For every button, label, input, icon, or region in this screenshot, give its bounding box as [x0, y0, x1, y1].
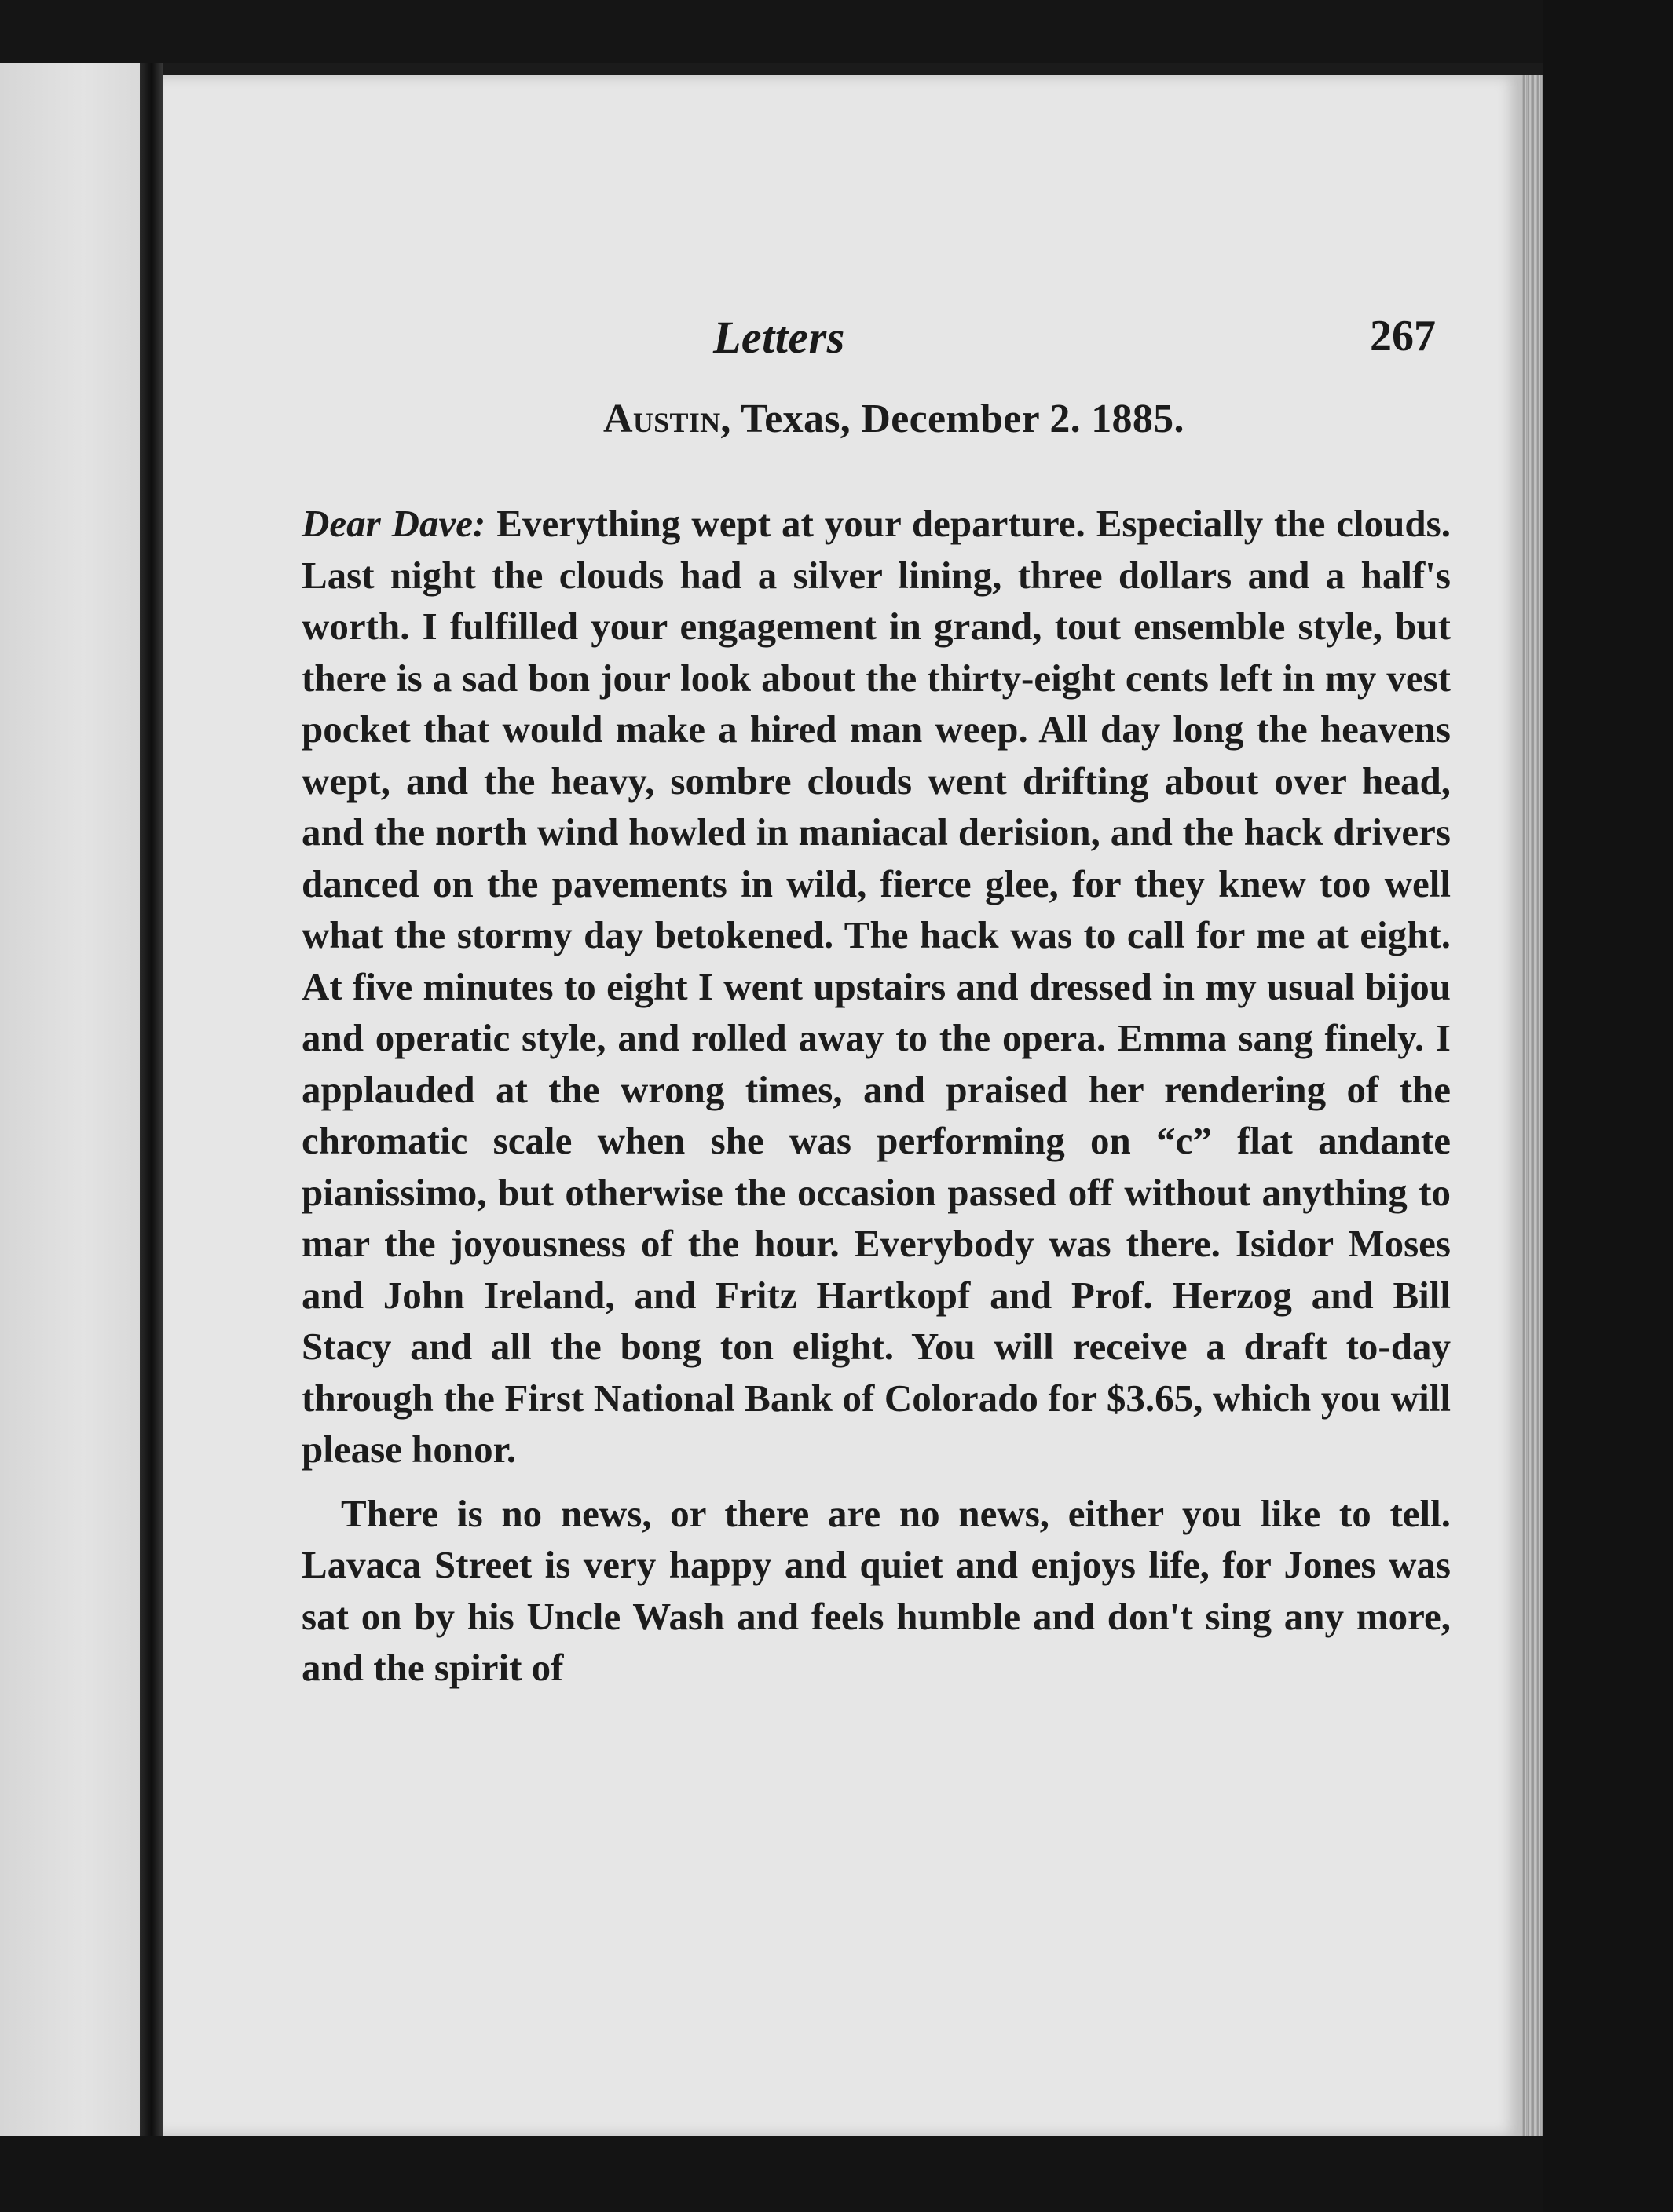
film-border-right: [1543, 0, 1673, 2212]
paragraph-1: [302, 498, 1451, 1475]
running-head-title: Letters: [713, 312, 845, 363]
letter-dateline: [603, 396, 1184, 442]
book-page: [163, 75, 1522, 2136]
page-number: 267: [1370, 312, 1436, 360]
running-head: [163, 311, 1522, 374]
dateline-city: Austin: [603, 397, 721, 441]
salutation: Dear Dave:: [302, 502, 486, 545]
facing-page-left: [0, 63, 140, 2136]
letter-body: [302, 498, 1451, 1694]
page-stack-edge: [1522, 75, 1543, 2136]
dateline-rest: , Texas, December 2. 1885.: [720, 397, 1184, 441]
film-border-top: [0, 0, 1673, 63]
film-border-bottom: [0, 2136, 1543, 2212]
book-gutter: [140, 63, 163, 2136]
paragraph-1-text: Everything wept at your departure. Especially the clouds. Last night the clouds had a silver lining, three dollars and a half's worth. I fulfilled your engagement in grand, tout ensemble style, but there is a sad bon jour look about the thirty-eight cents left in my vest pocket that would make a hired man weep. All day long the heavens wept, and the heavy, sombre clouds went drifting about over head, and the north wind howled in maniacal derision, and the hack drivers danced on the pavements in wild, fierce glee, for they knew too well what the stormy day betokened. The hack was to call for me at eight. At five minutes to eight I went upstairs and dressed in my usual bijou and operatic style, and rolled away to the opera. Emma sang finely. I applauded at the wrong times, and praised her rendering of the chromatic scale when she was performing on “c” flat andante pianissimo, but otherwise the occasion passed off without anything to mar the joyousness of the hour. Everybody was there. Isidor Moses and John Ireland, and Fritz Hartkopf and Prof. Herzog and Bill Stacy and all the bong ton elight. You will receive a draft to-day through the First National Bank of Colorado for $3.65, which you will please honor.: [302, 502, 1451, 1471]
paragraph-2: There is no news, or there are no news, either you like to tell. Lavaca Street is very happy and quiet and enjoys life, for Jones was sat on by his Uncle Wash and feels humble and don't sing any more, and the spirit of: [302, 1491, 1451, 1689]
